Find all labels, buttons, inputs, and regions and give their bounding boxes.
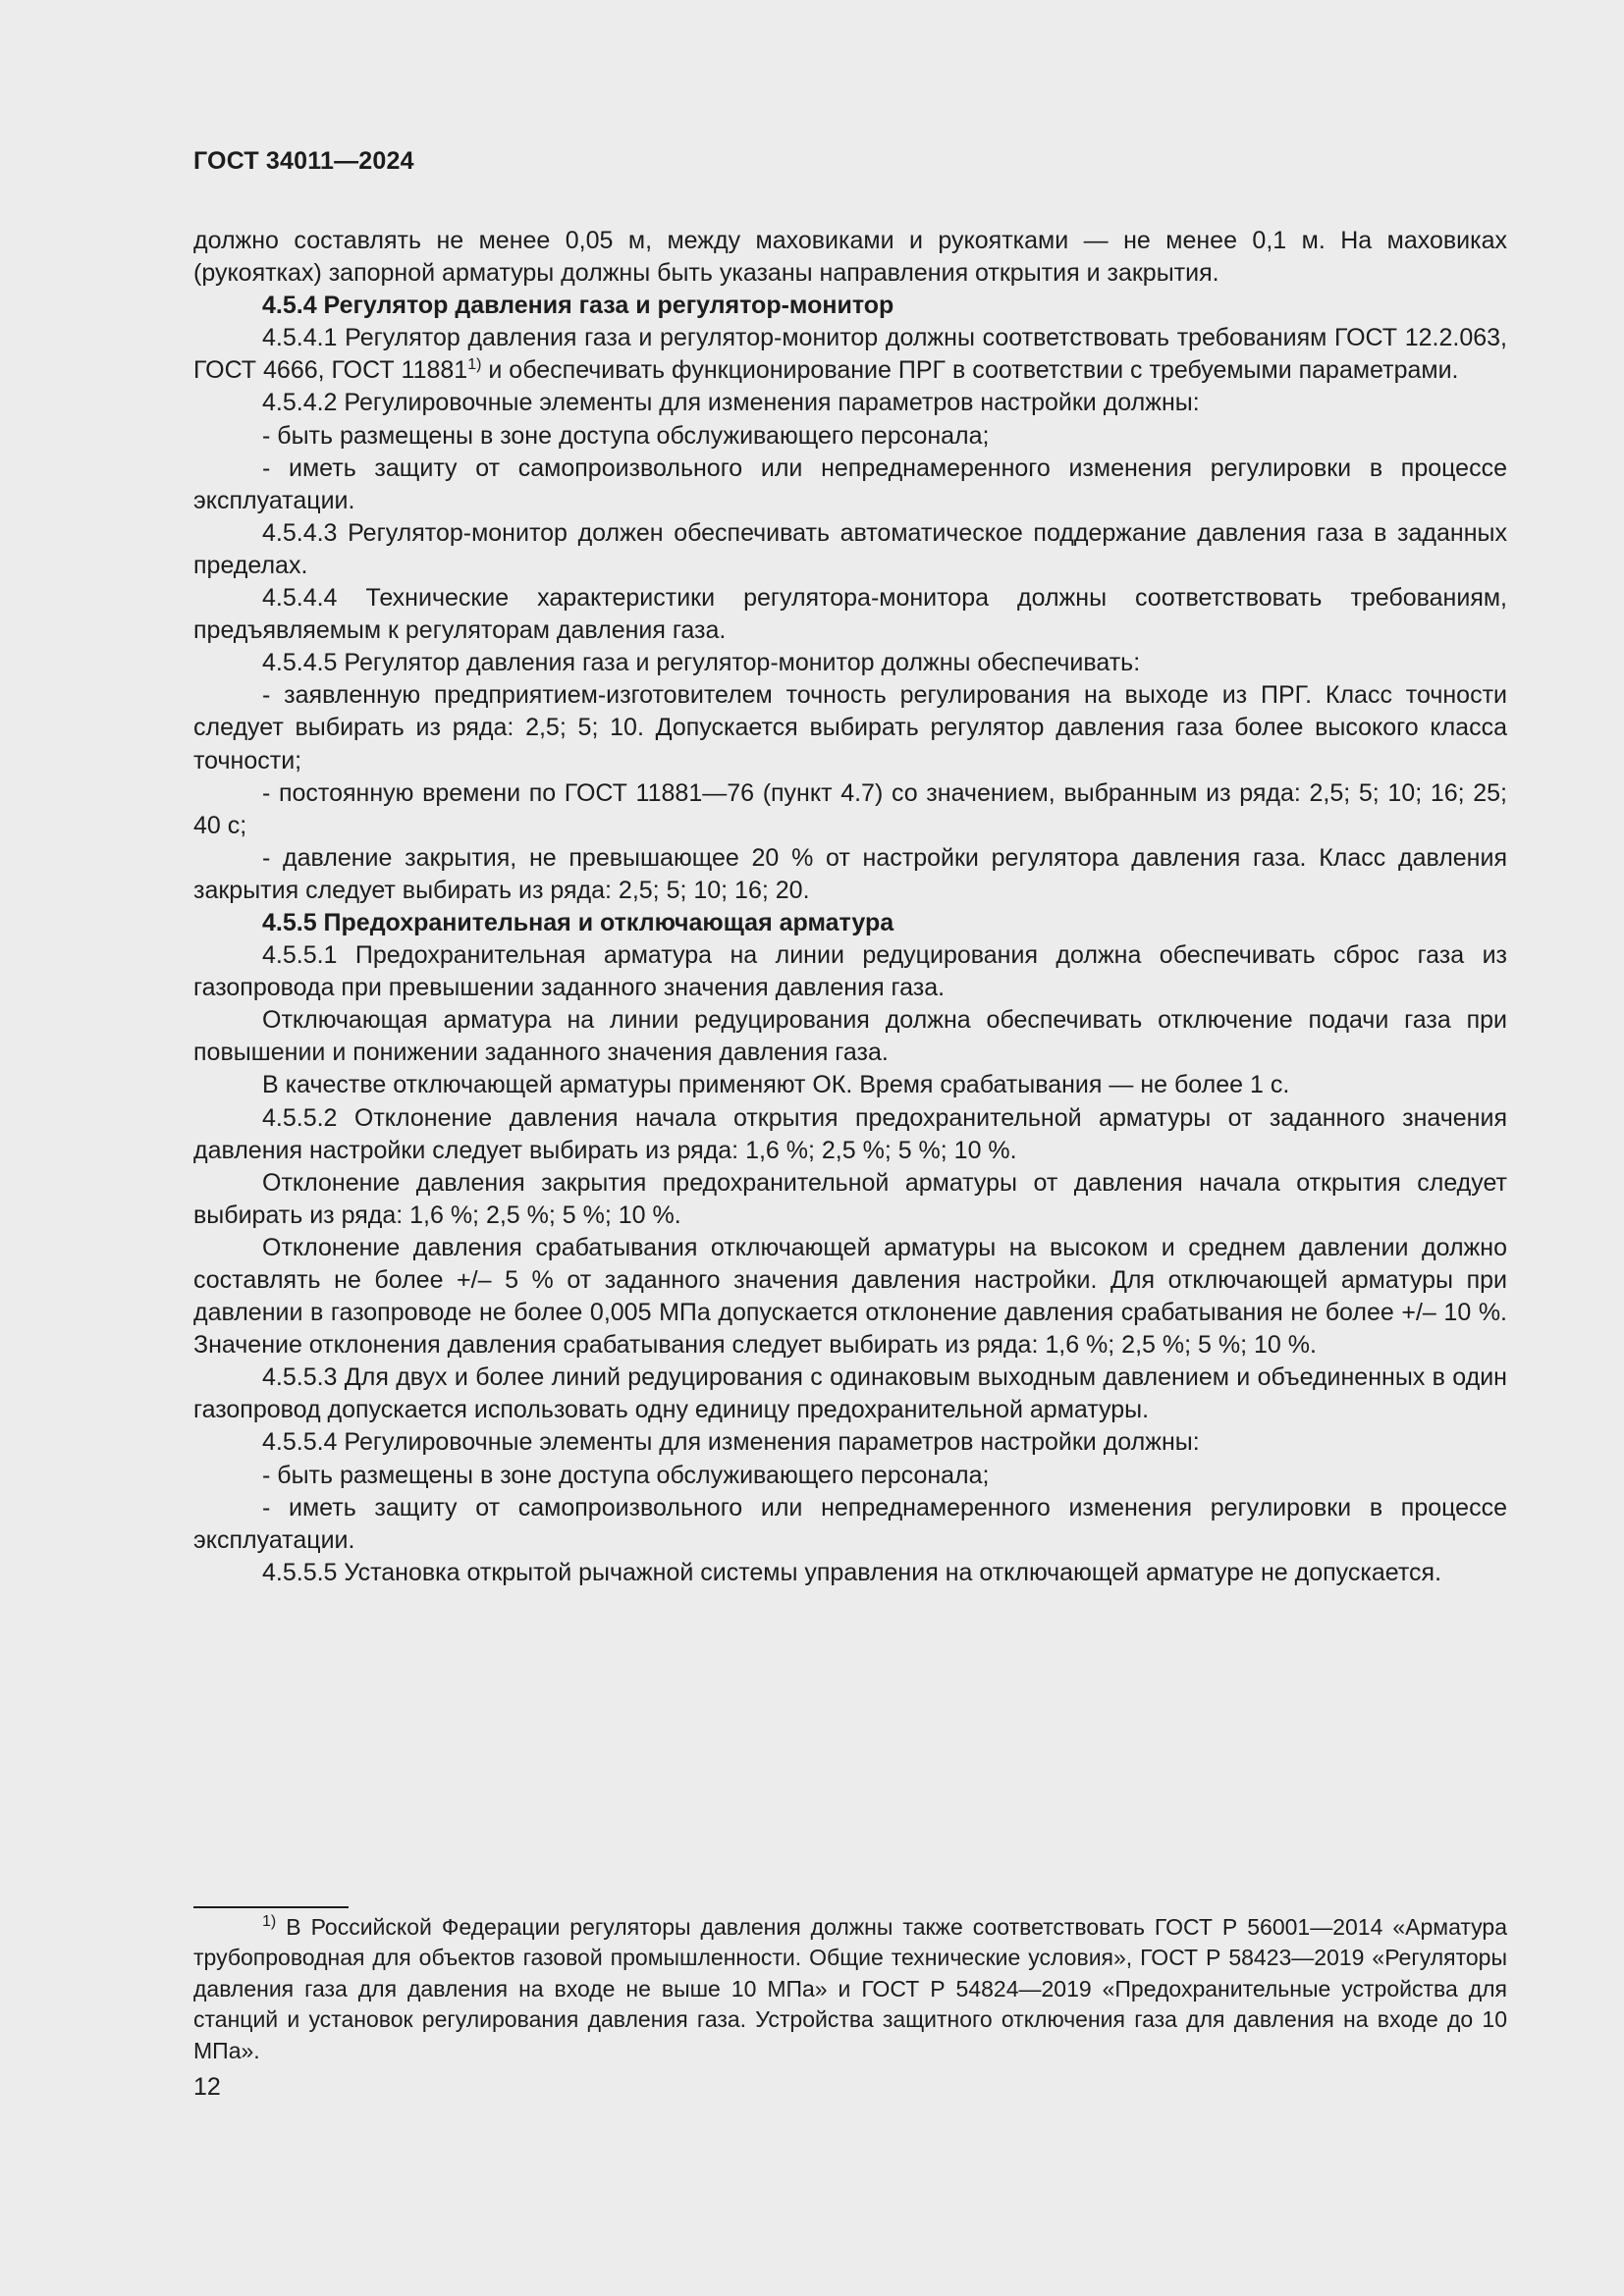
footnote-text: В Российской Федерации регуляторы давления должны также соответствовать ГОСТ Р 56001—2014 «Арматура трубопроводная для объектов газовой промышленности. Общие технические условия», ГОСТ Р 58423—2019 «Регуляторы давления газа для давления на входе не выше 10 МПа» и ГОСТ Р 54824—2019 «Предохранительные устройства для станций и установок регулирования давления газа. Устройства защитного отключения газа для давления на входе до 10 МПа». [193, 1914, 1507, 2063]
clause-4-5-5-5: 4.5.5.5 Установка открытой рычажной системы управления на отключающей арматуре не допускается. [262, 1558, 1442, 1586]
clause-4-5-4-4: 4.5.4.4 Технические характеристики регулятора-монитора должны соответствовать требованиям, предъявляемым к регуляторам давления газа. [193, 584, 1507, 645]
page-number: 12 [193, 2073, 221, 2101]
standard-header: ГОСТ 34011—2024 [193, 147, 414, 175]
clause-4-5-4-1 [193, 322, 1507, 387]
footnote [193, 1912, 1507, 2066]
list-item: - быть размещены в зоне доступа обслуживающего персонала; [262, 1461, 990, 1489]
footnote-divider [193, 1906, 349, 1908]
document-body [193, 225, 1507, 1589]
section-heading-4-5-4: 4.5.4 Регулятор давления газа и регулятор-монитор [262, 292, 894, 320]
list-item: - быть размещены в зоне доступа обслуживающего персонала; [262, 421, 990, 450]
paragraph: В качестве отключающей арматуры применяют ОК. Время срабатывания — не более 1 с. [262, 1071, 1290, 1099]
list-item: - иметь защиту от самопроизвольного или непреднамеренного изменения регулировки в процессе эксплуатации. [193, 1493, 1507, 1554]
clause-4-5-4-1-text: 4.5.4.1 Регулятор давления газа и регулятор-монитор должны соответствовать требованиям ГОСТ 12.2.063, ГОСТ 4666, ГОСТ 11881 [193, 324, 1507, 385]
clause-4-5-4-3: 4.5.4.3 Регулятор-монитор должен обеспечивать автоматическое поддержание давления газа в заданных пределах. [193, 518, 1507, 579]
clause-4-5-5-4: 4.5.5.4 Регулировочные элементы для изменения параметров настройки должны: [262, 1428, 1200, 1457]
clause-4-5-5-3: 4.5.5.3 Для двух и более линий редуцирования с одинаковым выходным давлением и объединенных в один газопровод допускается использовать одну единицу предохранительной арматуры. [193, 1363, 1507, 1424]
paragraph: Отклонение давления срабатывания отключающей арматуры на высоком и среднем давлении должно составлять не более +/– 5 % от заданного значения давления настройки. Для отключающей арматуры при давлении в газопроводе не более 0,005 МПа допускается отклонение давления срабатывания не более +/– 10 %. Значение отклонения давления срабатывания следует выбирать из ряда: 1,6 %; 2,5 %; 5 %; 10 %. [193, 1233, 1507, 1360]
footnote-mark: 1) [262, 1913, 277, 1930]
continued-paragraph: должно составлять не менее 0,05 м, между маховиками и рукоятками — не менее 0,1 м. На маховиках (рукоятках) запорной арматуры должны быть указаны направления открытия и закрытия. [193, 227, 1507, 288]
clause-4-5-4-2: 4.5.4.2 Регулировочные элементы для изменения параметров настройки должны: [262, 389, 1200, 417]
list-item: - давление закрытия, не превышающее 20 % от настройки регулятора давления газа. Класс давления закрытия следует выбирать из ряда: 2,5; 5; 10; 16; 20. [193, 843, 1507, 904]
clause-4-5-5-2: 4.5.5.2 Отклонение давления начала открытия предохранительной арматуры от заданного значения давления настройки следует выбирать из ряда: 1,6 %; 2,5 %; 5 %; 10 %. [193, 1103, 1507, 1164]
clause-4-5-4-5: 4.5.4.5 Регулятор давления газа и регулятор-монитор должны обеспечивать: [262, 649, 1141, 677]
clause-4-5-4-1-tail: и обеспечивать функционирование ПРГ в соответствии с требуемыми параметрами. [481, 356, 1459, 385]
paragraph: Отклонение давления закрытия предохранительной арматуры от давления начала открытия следует выбирать из ряда: 1,6 %; 2,5 %; 5 %; 10 %. [193, 1168, 1507, 1229]
list-item: - постоянную времени по ГОСТ 11881—76 (пункт 4.7) со значением, выбранным из ряда: 2,5; 5; 10; 16; 25; 40 с; [193, 778, 1507, 839]
footnote-ref: 1) [467, 356, 482, 374]
list-item: - заявленную предприятием-изготовителем точность регулирования на выходе из ПРГ. Класс точности следует выбирать из ряда: 2,5; 5; 10. Допускается выбирать регулятор давления газа более высокого класса точности; [193, 681, 1507, 774]
list-item: - иметь защиту от самопроизвольного или непреднамеренного изменения регулировки в процессе эксплуатации. [193, 454, 1507, 514]
clause-4-5-5-1: 4.5.5.1 Предохранительная арматура на линии редуцирования должна обеспечивать сброс газа из газопровода при превышении заданного значения давления газа. [193, 941, 1507, 1002]
section-heading-4-5-5: 4.5.5 Предохранительная и отключающая арматура [262, 908, 894, 936]
paragraph: Отключающая арматура на линии редуцирования должна обеспечивать отключение подачи газа при повышении и понижении заданного значения давления газа. [193, 1006, 1507, 1067]
